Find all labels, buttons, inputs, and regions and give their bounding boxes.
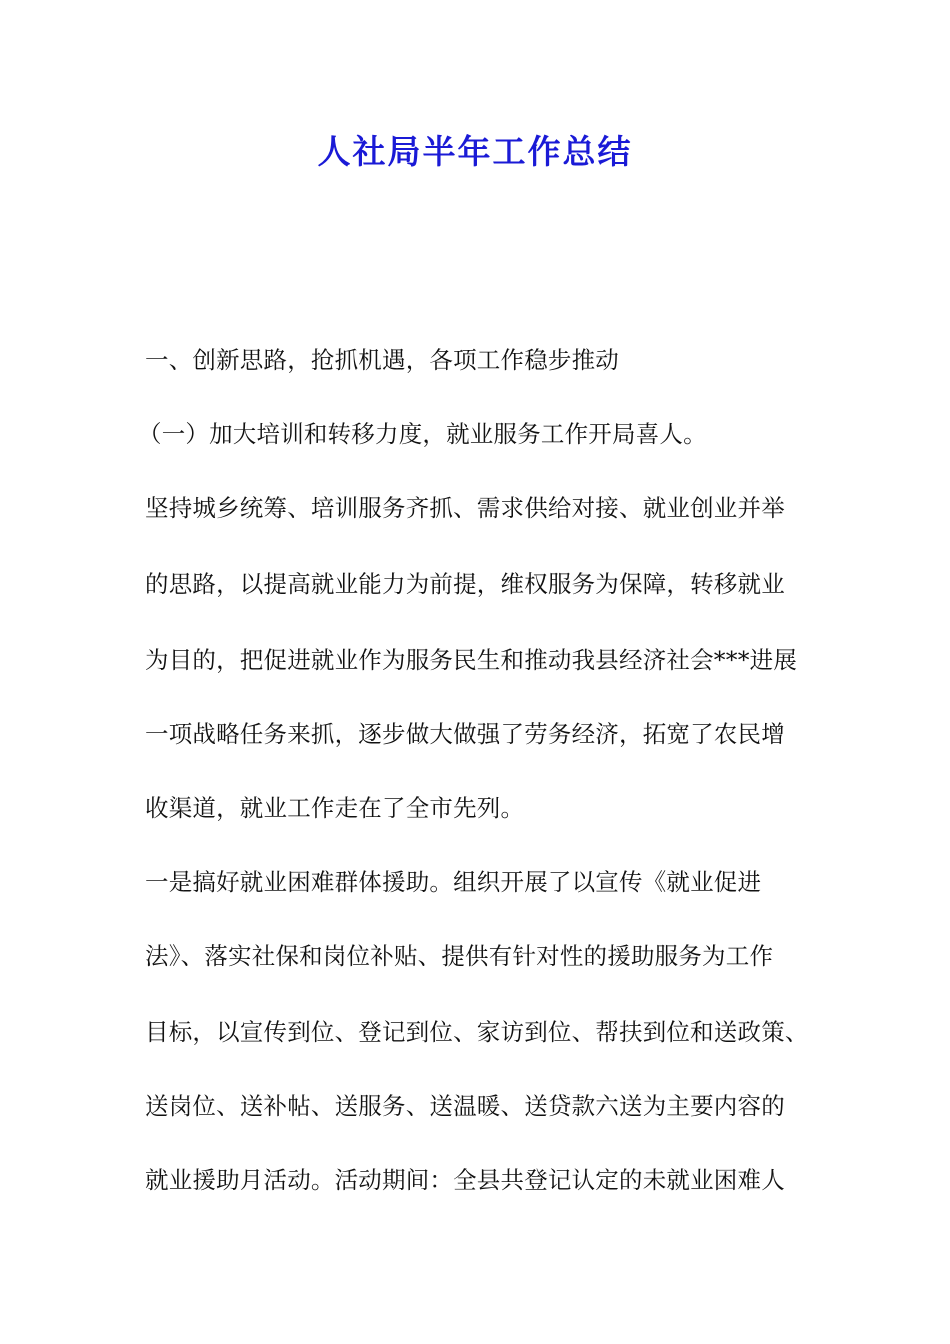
paragraph-line: 为目的，把促进就业作为服务民生和推动我县经济社会***进展 <box>145 646 798 674</box>
document-title: 人社局半年工作总结 <box>317 132 633 171</box>
paragraph-line: 坚持城乡统筹、培训服务齐抓、需求供给对接、就业创业并举 <box>145 494 785 522</box>
paragraph-line: 送岗位、送补帖、送服务、送温暖、送贷款六送为主要内容的 <box>145 1092 785 1120</box>
paragraph-line: 的思路，以提高就业能力为前提，维权服务为保障，转移就业 <box>145 570 785 598</box>
subsection-heading: （一）加大培训和转移力度，就业服务工作开局喜人。 <box>138 420 707 448</box>
paragraph-line: 就业援助月活动。活动期间：全县共登记认定的未就业困难人 <box>145 1166 785 1194</box>
paragraph-line: 法》、落实社保和岗位补贴、提供有针对性的援助服务为工作 <box>145 942 774 970</box>
paragraph-line: 一是搞好就业困难群体援助。组织开展了以宣传《就业促进 <box>145 868 762 896</box>
paragraph-line: 目标，以宣传到位、登记到位、家访到位、帮扶到位和送政策、 <box>145 1018 809 1046</box>
section-heading: 一、创新思路，抢抓机遇，各项工作稳步推动 <box>145 346 619 374</box>
paragraph-line: 收渠道，就业工作走在了全市先列。 <box>145 794 525 822</box>
paragraph-line: 一项战略任务来抓，逐步做大做强了劳务经济，拓宽了农民增 <box>145 720 785 748</box>
